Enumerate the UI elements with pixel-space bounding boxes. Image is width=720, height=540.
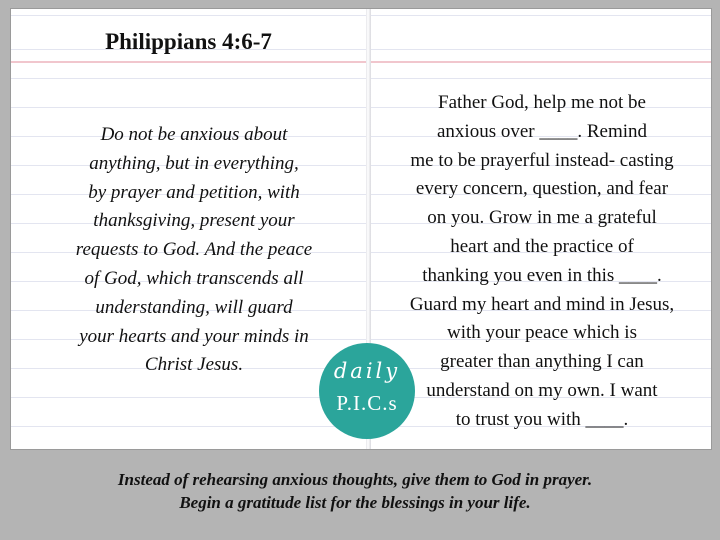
prayer-line: me to be prayerful instead- casting: [410, 149, 674, 171]
verse-line: understanding, will guard: [95, 296, 293, 318]
verse-line: requests to God. And the peace: [75, 239, 313, 261]
daily-pics-logo: [319, 343, 415, 439]
prayer-text: [371, 89, 712, 435]
prayer-line: Father God, help me not be: [438, 92, 646, 113]
devotional-card: [10, 8, 712, 450]
caption-line-1: Instead of rehearsing anxious thoughts, give them to God in prayer.: [117, 470, 593, 489]
header-rule: [11, 61, 711, 63]
verse-line: your hearts and your minds in: [79, 325, 309, 347]
verse-line: of God, which transcends all: [84, 267, 304, 289]
caption: [0, 468, 710, 514]
prayer-line: with your peace which is: [447, 322, 637, 344]
prayer-line: every concern, question, and fear: [415, 178, 669, 200]
verse-line: Christ Jesus.: [144, 354, 244, 376]
caption-line-2: Begin a gratitude list for the blessings in your life.: [179, 493, 531, 512]
verse-line: thanksgiving, present your: [93, 210, 295, 232]
logo-pics-text: P.I.C.s: [336, 391, 398, 415]
verse-line: anything, but in everything,: [89, 152, 299, 174]
scripture-title: Philippians 4:6-7: [105, 29, 272, 54]
prayer-line: on you. Grow in me a grateful: [427, 207, 657, 229]
prayer-line: heart and the practice of: [450, 235, 634, 257]
prayer-line: understand on my own. I want: [426, 379, 658, 401]
prayer-line: Guard my heart and mind in Jesus,: [409, 293, 675, 315]
prayer-line: anxious over ____. Remind: [436, 120, 648, 142]
logo-daily-text: daily: [333, 359, 401, 383]
verse-line: Do not be anxious about: [100, 124, 288, 145]
prayer-line: to trust you with ____.: [455, 408, 629, 430]
verse-line: by prayer and petition, with: [88, 181, 300, 203]
scripture-verse: [29, 121, 359, 380]
prayer-line: thanking you even in this ____.: [422, 264, 662, 286]
prayer-line: greater than anything I can: [440, 351, 644, 373]
